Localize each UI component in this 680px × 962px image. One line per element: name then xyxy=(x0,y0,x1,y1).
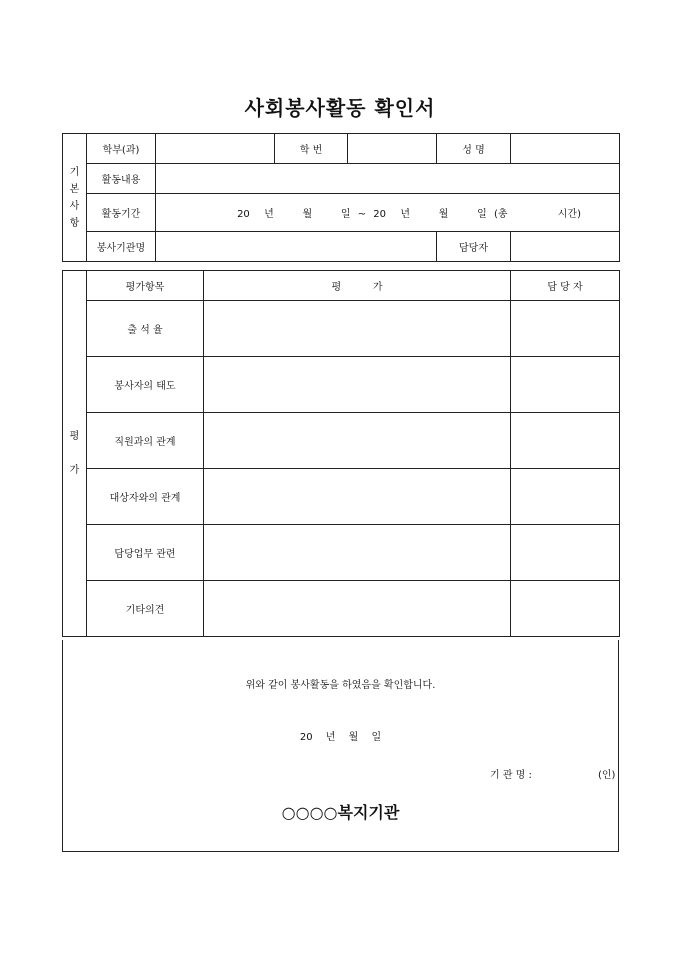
student-id-field[interactable] xyxy=(348,134,437,164)
agency-label: 봉사기관명 xyxy=(87,232,156,262)
header-eval: 평 가 xyxy=(204,271,511,301)
activity-label: 활동내용 xyxy=(87,164,156,194)
period-text: 20 년 월 일 ~ 20 년 월 일 (총 시간) xyxy=(237,209,581,220)
eval-field[interactable] xyxy=(204,301,511,357)
item-staff-relation: 직원과의 관계 xyxy=(87,413,204,469)
eval-field[interactable] xyxy=(204,357,511,413)
manager-sign-field[interactable] xyxy=(511,469,620,525)
eval-field[interactable] xyxy=(204,413,511,469)
basic-section-label: 기 본 사 항 xyxy=(63,134,87,262)
dept-label: 학부(과) xyxy=(87,134,156,164)
manager-sign-field[interactable] xyxy=(511,301,620,357)
seal-mark: (인) xyxy=(598,770,616,781)
item-client-relation: 대상자와의 관계 xyxy=(87,469,204,525)
item-attitude: 봉사자의 태도 xyxy=(87,357,204,413)
eval-field[interactable] xyxy=(204,469,511,525)
confirmation-section xyxy=(62,640,619,852)
confirmation-date: 20 년 월 일 xyxy=(299,732,382,743)
activity-field[interactable] xyxy=(156,164,620,194)
evaluation-section-label: 평 가 xyxy=(63,271,87,637)
dept-field[interactable] xyxy=(156,134,275,164)
org-name: ○○○○복지기관 xyxy=(281,803,400,822)
item-other: 기타의견 xyxy=(87,581,204,637)
eval-field[interactable] xyxy=(204,581,511,637)
evaluation-table xyxy=(62,270,620,637)
name-label: 성 명 xyxy=(437,134,511,164)
period-label: 활동기간 xyxy=(87,194,156,232)
item-attendance: 출 석 율 xyxy=(87,301,204,357)
period-field[interactable] xyxy=(156,194,620,232)
document-title: 사회봉사활동 확인서 xyxy=(244,96,436,120)
manager-sign-field[interactable] xyxy=(511,525,620,581)
header-item: 평가항목 xyxy=(87,271,204,301)
manager-field[interactable] xyxy=(511,232,620,262)
org-label: 기 관 명 : xyxy=(490,770,532,781)
manager-label: 담당자 xyxy=(437,232,511,262)
manager-sign-field[interactable] xyxy=(511,413,620,469)
agency-field[interactable] xyxy=(156,232,437,262)
name-field[interactable] xyxy=(511,134,620,164)
student-id-label: 학 번 xyxy=(275,134,348,164)
item-duty: 담당업무 관련 xyxy=(87,525,204,581)
manager-sign-field[interactable] xyxy=(511,357,620,413)
header-manager: 담 당 자 xyxy=(511,271,620,301)
eval-field[interactable] xyxy=(204,525,511,581)
confirmation-statement: 위와 같이 봉사활동을 하였음을 확인합니다. xyxy=(245,680,436,691)
manager-sign-field[interactable] xyxy=(511,581,620,637)
basic-info-table xyxy=(62,133,620,262)
